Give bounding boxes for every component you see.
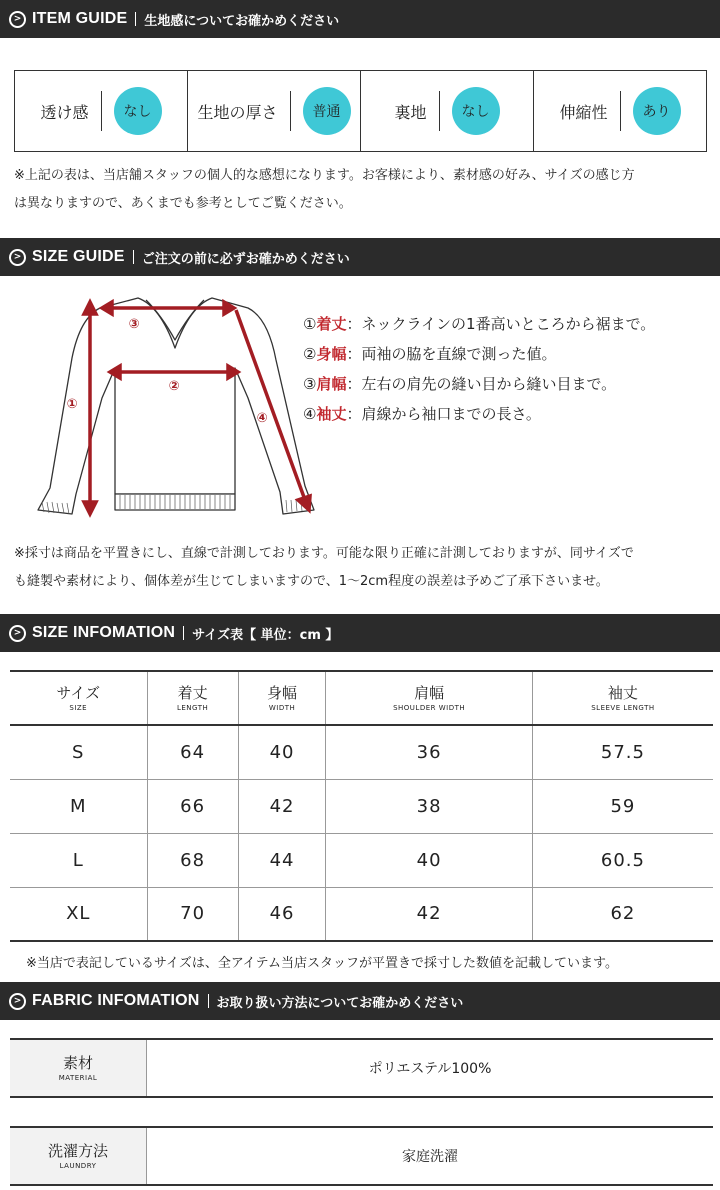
size-guide-subtitle: ご注文の前に必ずお確かめください [141,251,350,267]
measure-desc: ：肩線から袖口までの長さ。 [346,405,541,423]
guide-cell-thickness [188,71,361,151]
measure-number: ① [303,315,317,333]
measure-number: ③ [303,375,317,393]
cell-sleeve: 62 [532,887,713,941]
fabric-key [10,1128,147,1184]
fabric-value: ポリエステル100% [368,1061,492,1077]
diagram-label-length: ① [66,397,78,412]
chevron-right-icon: > [9,249,26,266]
measure-item-width [303,339,655,369]
cell-length: 66 [147,779,238,833]
fabric-info-subtitle: お取り扱い方法についてお確かめください [216,995,464,1011]
fabric-row-material [10,1038,713,1098]
fabric-key-en: MATERIAL [58,1074,98,1082]
header-en: SIZE [69,704,88,712]
note-line: は異なりますので、あくまでも参考としてご覧ください。 [14,196,352,211]
header-en: LENGTH [176,704,209,712]
cell-length: 64 [147,725,238,779]
cell-size: L [10,833,147,887]
measure-name: 身幅 [316,345,347,363]
note-line: ※採寸は商品を平置きにし、直線で計測しております。可能な限り正確に計測しておりますが、同サイズで [14,546,634,561]
divider [101,91,102,131]
measure-list [303,309,655,429]
header-jp: 着丈 [177,684,208,702]
fabric-info-title: FABRIC INFOMATION [32,992,200,1009]
size-info-header [0,614,720,652]
chevron-right-icon: > [9,11,26,28]
fabric-row-laundry [10,1126,713,1186]
header-en: SHOULDER WIDTH [393,704,466,712]
chevron-right-icon: > [9,625,26,642]
guide-value-badge: 普通 [303,87,351,135]
guide-label: 生地の厚さ [197,102,278,122]
divider [620,91,621,131]
column-header-length [147,671,238,725]
cell-shoulder: 42 [326,887,532,941]
diagram-label-shoulder: ③ [128,317,140,332]
divider [439,91,440,131]
cell-sleeve: 60.5 [532,833,713,887]
measure-desc: ：左右の肩先の縫い目から縫い目まで。 [346,375,617,393]
guide-value-badge: あり [633,87,681,135]
table-row [10,833,713,887]
divider [135,12,136,26]
size-guide-title: SIZE GUIDE [32,248,125,265]
cell-width: 44 [238,833,326,887]
column-header-width [238,671,326,725]
column-header-shoulder [326,671,532,725]
arrow-head [84,302,96,314]
size-table [10,670,713,942]
measure-name: 肩幅 [316,375,347,393]
table-row [10,779,713,833]
measure-item-shoulder [303,369,655,399]
cell-sleeve: 59 [532,779,713,833]
cell-length: 68 [147,833,238,887]
fabric-key-en: LAUNDRY [59,1162,97,1170]
fabric-key-jp: 素材 [62,1054,93,1072]
cell-sleeve: 57.5 [532,725,713,779]
column-header-sleeve [532,671,713,725]
measure-name: 着丈 [316,315,347,333]
sweater-diagram [20,288,320,524]
header-jp: 肩幅 [414,684,445,702]
size-guide-note [14,540,634,596]
item-guide-box [14,70,707,152]
diagram-label-sleeve: ④ [256,411,268,426]
cell-width: 46 [238,887,326,941]
cell-shoulder: 36 [326,725,532,779]
size-info-note: ※当店で表記しているサイズは、全アイテム当店スタッフが平置きで採寸した数値を記載しています。 [26,956,618,971]
size-info-subtitle: サイズ表【 単位：cm 】 [192,627,339,643]
chevron-right-icon: > [9,993,26,1010]
cell-shoulder: 40 [326,833,532,887]
cell-width: 42 [238,779,326,833]
guide-cell-lining [361,71,534,151]
rib-lines [42,495,308,514]
header-en: SLEEVE LENGTH [591,704,655,712]
measure-number: ② [303,345,317,363]
guide-value-badge: なし [114,87,162,135]
divider [290,91,291,131]
guide-label: 透け感 [40,102,89,122]
divider [183,626,184,640]
cell-width: 40 [238,725,326,779]
arrow-head [84,502,96,514]
table-row [10,887,713,941]
measure-desc: ：両袖の脇を直線で測った値。 [346,345,557,363]
measure-item-sleeve [303,399,655,429]
item-guide-title: ITEM GUIDE [32,10,128,27]
note-line: も縫製や素材により、個体差が生じてしまいますので、1〜2cm程度の誤差は予めご了承下さいませ。 [14,574,609,589]
column-header-size [10,671,147,725]
guide-label: 伸縮性 [559,102,608,122]
item-guide-header [0,0,720,38]
guide-cell-transparency [15,71,188,151]
table-row [10,725,713,779]
fabric-info-header [0,982,720,1020]
divider [133,250,134,264]
note-line: ※上記の表は、当店舗スタッフの個人的な感想になります。お客様により、素材感の好み、サイズの感じ方 [14,168,635,183]
fabric-value: 家庭洗濯 [402,1149,458,1165]
measure-desc: ：ネックラインの1番高いところから裾まで。 [346,315,656,333]
measure-item-length [303,309,655,339]
cell-size: S [10,725,147,779]
header-jp: サイズ [56,684,101,702]
cell-size: XL [10,887,147,941]
header-jp: 身幅 [267,684,298,702]
measure-number: ④ [303,405,317,423]
header-jp: 袖丈 [607,684,638,702]
fabric-key [10,1040,147,1096]
table-header-row [10,671,713,725]
diagram-label-width: ② [168,379,180,394]
header-en: WIDTH [268,704,296,712]
guide-value-badge: なし [452,87,500,135]
divider [208,994,209,1008]
guide-label: 裏地 [394,102,427,122]
item-guide-subtitle: 生地感についてお確かめください [144,13,340,29]
size-info-title: SIZE INFOMATION [32,624,176,641]
item-guide-note [14,162,635,218]
measure-name: 袖丈 [316,405,347,423]
size-guide-header [0,238,720,276]
cell-length: 70 [147,887,238,941]
cell-size: M [10,779,147,833]
fabric-key-jp: 洗濯方法 [47,1142,108,1160]
cell-shoulder: 38 [326,779,532,833]
guide-cell-stretch [534,71,706,151]
